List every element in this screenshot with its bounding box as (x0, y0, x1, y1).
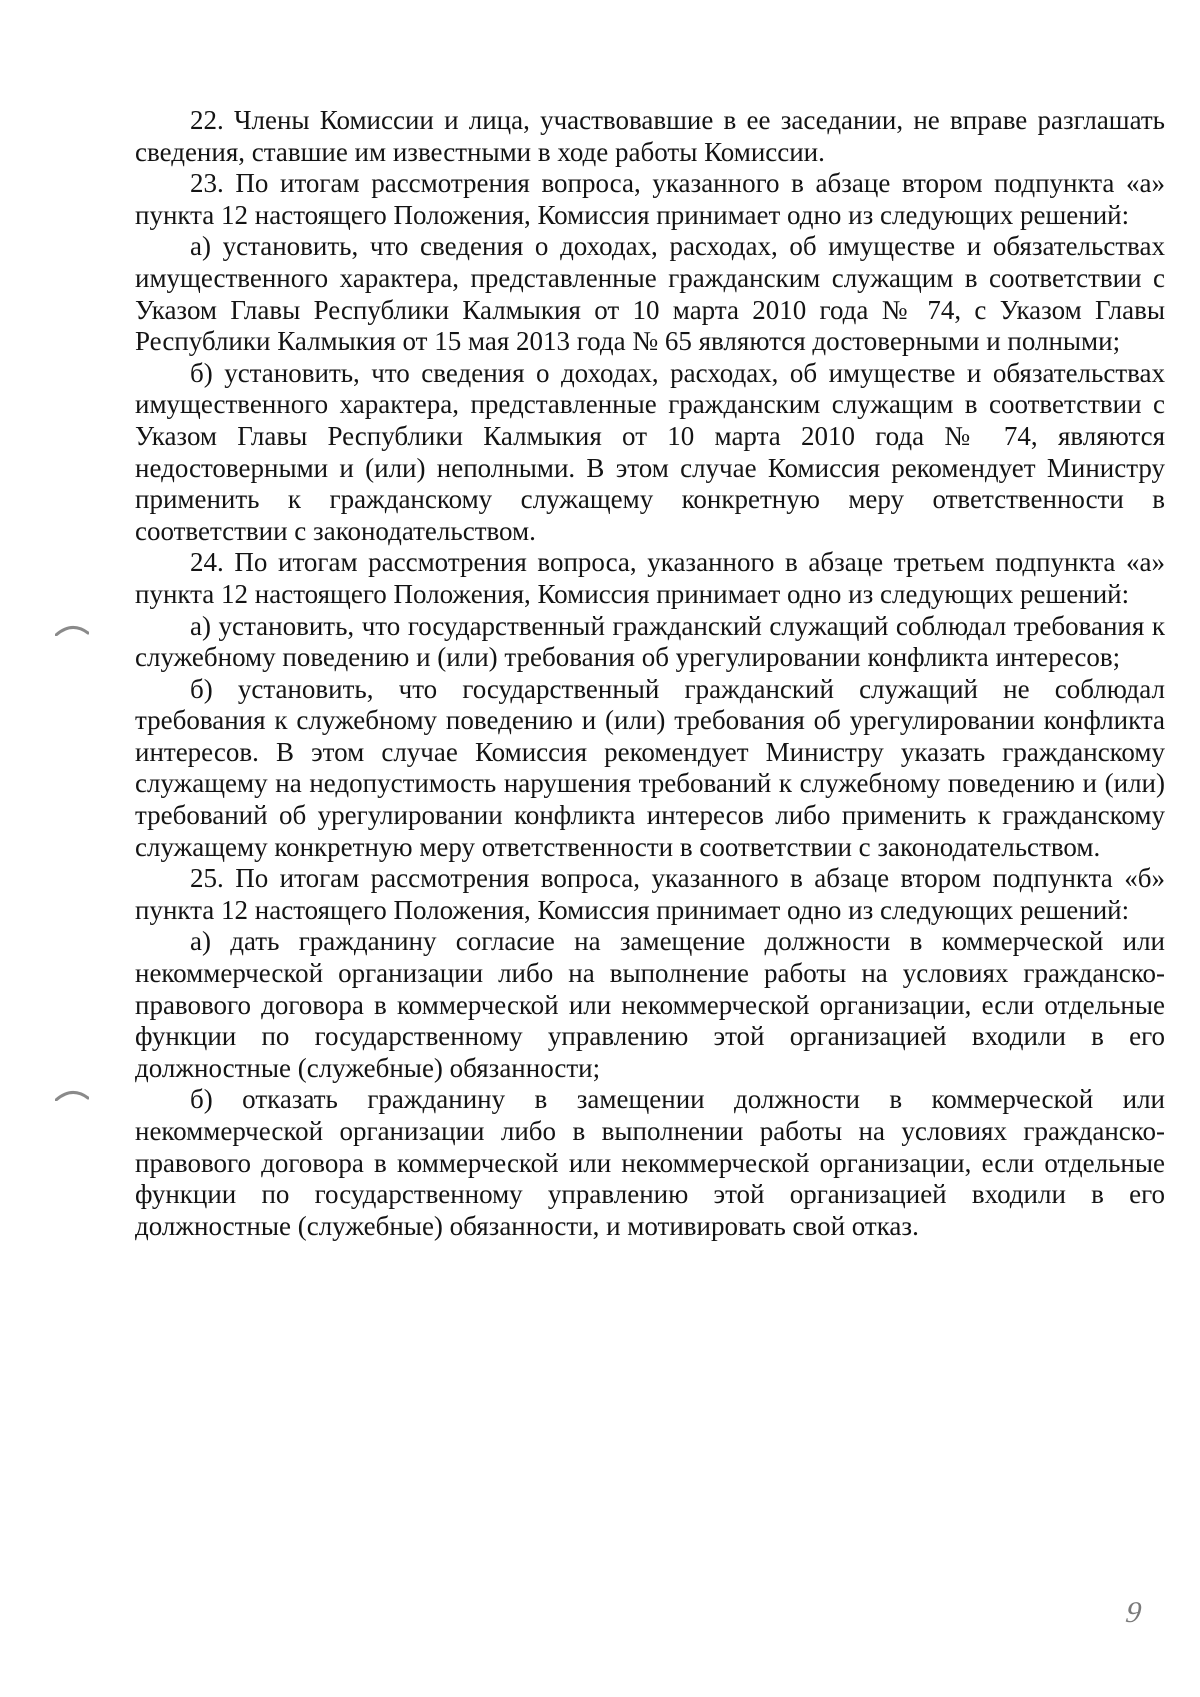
paragraph-25-a: а) дать гражданину согласие на замещение должности в коммерческой или некоммерческой организации либо на выполнение работы на условиях гражданско-правового договора в коммерческой или некоммерческой организации, если отдельные функции по государственному управлению этой организацией входили в его должностные (служебные) обязанности; (135, 926, 1165, 1083)
page-number: 9 (1123, 1596, 1144, 1629)
binding-hole-mark-lower (55, 1087, 89, 1101)
paragraph-23-b: б) установить, что сведения о доходах, расходах, об имуществе и обязательствах имущественного характера, представленные гражданским служащим в соответствии с Указом Главы Республики Калмыкия от 10 марта 2010 года № 74, являются недостоверными и (или) неполными. В этом случае Комиссия рекомендует Министру применить к гражданскому служащему конкретную меру ответственности в соответствии с законодательством. (135, 357, 1165, 546)
document-body (135, 105, 1165, 1242)
paragraph-22: 22. Члены Комиссии и лица, участвовавшие в ее заседании, не вправе разглашать сведения, ставшие им известными в ходе работы Комиссии. (135, 105, 1165, 167)
paragraph-23-a: а) установить, что сведения о доходах, расходах, об имуществе и обязательствах имущественного характера, представленные гражданским служащим в соответствии с Указом Главы Республики Калмыкия от 10 марта 2010 года № 74, с Указом Главы Республики Калмыкия от 15 мая 2013 года № 65 являются достоверными и полными; (135, 231, 1165, 357)
paragraph-23: 23. По итогам рассмотрения вопроса, указанного в абзаце втором подпункта «а» пункта 12 настоящего Положения, Комиссия принимает одно из следующих решений: (135, 168, 1165, 230)
paragraph-24-a: а) установить, что государственный гражданский служащий соблюдал требования к служебному поведению и (или) требования об урегулировании конфликта интересов; (135, 610, 1165, 673)
binding-hole-mark-upper (55, 622, 89, 636)
paragraph-25: 25. По итогам рассмотрения вопроса, указанного в абзаце втором подпункта «б» пункта 12 настоящего Положения, Комиссия принимает одно из следующих решений: (135, 863, 1165, 925)
paragraph-24: 24. По итогам рассмотрения вопроса, указанного в абзаце третьем подпункта «а» пункта 12 настоящего Положения, Комиссия принимает одно из следующих решений: (135, 547, 1165, 609)
paragraph-24-b: б) установить, что государственный гражданский служащий не соблюдал требования к служебному поведению и (или) требования об урегулировании конфликта интересов. В этом случае Комиссия рекомендует Министру указать гражданскому служащему на недопустимость нарушения требований к служебному поведению и (или) требований об урегулировании конфликта интересов либо применить к гражданскому служащему конкретную меру ответственности в соответствии с законодательством. (135, 673, 1165, 862)
paragraph-25-b: б) отказать гражданину в замещении должности в коммерческой или некоммерческой организации либо в выполнении работы на условиях гражданско-правового договора в коммерческой или некоммерческой организации, если отдельные функции по государственному управлению этой организацией входили в его должностные (служебные) обязанности, и мотивировать свой отказ. (135, 1084, 1165, 1241)
